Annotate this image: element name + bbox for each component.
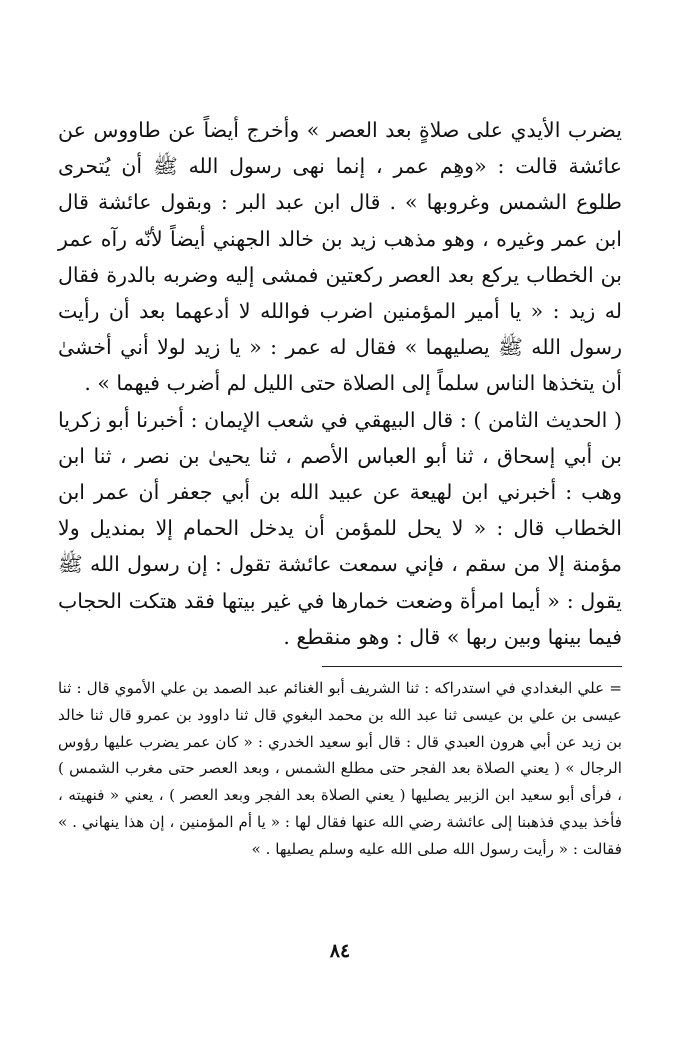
footnote-separator [322,666,622,667]
main-text [58,112,622,655]
main-paragraph-2: ( الحديث الثامن ) : قال البيهقي في شعب الإيمان : أخبرنا أبو زكريا بن أبي إسحاق ، ثنا أبو العباس الأصم ، ثنا يحيىٰ بن نصر ، ثنا ابن وهب : أخبرني ابن لهيعة عن عبيد الله بن أبي جعفر أن عمر ابن الخطاب قال : « لا يحل للمؤمن أن يدخل الحمام إلا بمنديل ولا مؤمنة إلا من سقم ، فإني سمعت عائشة تقول : إن رسول الله ﷺ يقول : « أيما امرأة وضعت خمارها في غير بيتها فقد هتكت الحجاب فيما بينها وبين ربها » قال : وهو منقطع . [58,407,623,649]
footnote-text: = علي البغدادي في استدراكه : ثنا الشريف أبو الغنائم عبد الصمد بن علي الأموي قال : ثنا عيسى بن علي بن عيسى ثنا عبد الله بن محمد البغوي قال ثنا داوود بن عمرو قال ثنا خالد بن زيد عن أبي هرون العبدي قال : قال أبو سعيد الخدري : « كان عمر يضرب عليها رؤوس الرجال » ( يعني الصلاة بعد الفجر حتى مطلع الشمس ، وبعد العصر حتى مغرب الشمس ) ، فرأى أبو سعيد ابن الزبير يصليها ( يعني الصلاة بعد الفجر وبعد العصر ) ، يعني « فنهيته ، فأخذ بيدي فذهبنا إلى عائشة رضي الله عنها فقال لها : « يا أم المؤمنين ، إن هذا ينهاني . » فقالت : « رأيت رسول الله صلى الله عليه وسلم يصليها . » [58,679,622,858]
footnote [58,675,622,863]
page-number: ٨٤ [329,940,351,962]
page-body [58,112,622,863]
main-paragraph-1: يضرب الأيدي على صلاةٍ بعد العصر » وأخرج أيضاً عن طاووس عن عائشة قالت : «وهِم عمر ، إنما نهى رسول الله ﷺ أن يُتحرى طلوع الشمس وغروبها » . قال ابن عبد البر : وبقول عائشة قال ابن عمر وغيره ، وهو مذهب زيد بن خالد الجهني أيضاً لأنّه رآه عمر بن الخطاب يركع بعد العصر ركعتين فمشى إليه وضربه بالدرة فقال له زيد : « يا أمير المؤمنين اضرب فوالله لا أدعهما بعد أن رأيت رسول الله ﷺ يصليهما » فقال له عمر : « يا زيد لولا أني أخشىٰ أن يتخذها الناس سلماً إلى الصلاة حتى الليل لم أضرب فيهما » . [58,118,622,396]
